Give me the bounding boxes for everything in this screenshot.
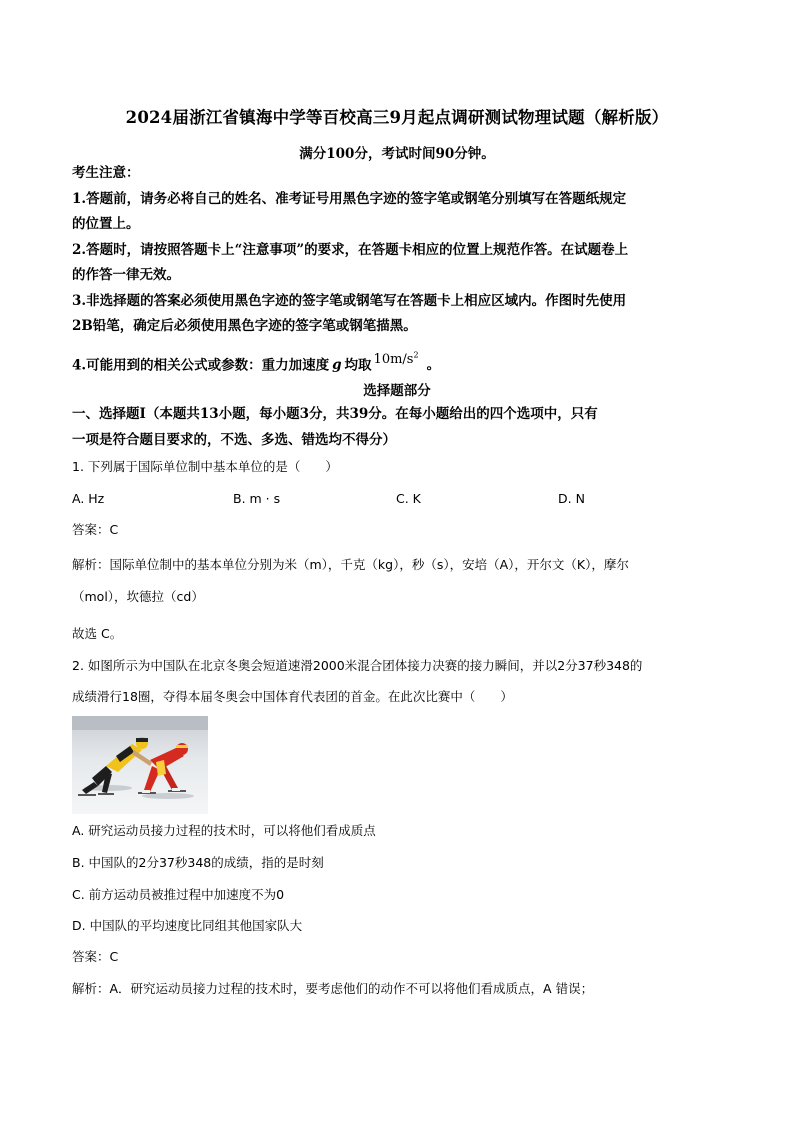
notice-item-4-text: 4.可能用到的相关公式或参数：重力加速度 xyxy=(72,357,330,374)
part-heading xyxy=(72,401,724,453)
q1-stem: 1. 下列属于国际单位制中基本单位的是（ ） xyxy=(72,459,338,474)
notice-block xyxy=(72,161,724,340)
part-heading-line-2: 一项是符合题目要求的，不选、多选、错选均不得分） xyxy=(72,432,396,448)
notice-item-2-line-1: 2.答题时，请按照答题卡上“注意事项”的要求，在答题卡相应的位置上规范作答。在试题卷上 xyxy=(72,241,629,258)
q2-option-d: D. 中国队的平均速度比同组其他国家队大 xyxy=(72,918,303,933)
q2-stem-line-1: 2. 如图所示为中国队在北京冬奥会短道速滑2000米混合团体接力决赛的接力瞬间，并以2分37秒348的 xyxy=(72,658,643,673)
section-heading: 选择题部分 xyxy=(363,383,431,399)
formula-base: 10m/s xyxy=(373,352,414,368)
part-heading-line-1: 一、选择题Ⅰ（本题共13小题，每小题3分，共39分。在每小题给出的四个选项中，只有 xyxy=(72,406,598,422)
q2-option-c: C. 前方运动员被推过程中加速度不为0 xyxy=(72,887,285,902)
page-title: 2024届浙江省镇海中学等百校高三9月起点调研测试物理试题（解析版） xyxy=(125,108,669,127)
notice-item-4-after: 均取 xyxy=(344,357,372,374)
q1-option-c: C. K xyxy=(396,491,421,506)
q2-answer: 答案：C xyxy=(72,949,119,964)
notice-item-4 xyxy=(72,349,724,379)
speed-skating-illustration xyxy=(72,716,208,814)
notice-item-3-line-2: 2B铅笔，确定后必须使用黑色字迹的签字笔或钢笔描黑。 xyxy=(72,318,417,334)
page-subtitle: 满分100分，考试时间90分钟。 xyxy=(299,146,495,162)
gravity-symbol: g xyxy=(332,357,342,374)
q2-analysis: 解析：A．研究运动员接力过程的技术时，要考虑他们的动作不可以将他们看成质点，A 错误； xyxy=(72,981,594,996)
notice-item-2-line-2: 的作答一律无效。 xyxy=(72,267,180,283)
notice-item-1-line-2: 的位置上。 xyxy=(72,216,140,232)
notice-item-4-end: 。 xyxy=(426,357,441,374)
speed-skating-relay-photo xyxy=(72,716,208,814)
q2-option-a: A. 研究运动员接力过程的技术时，可以将他们看成质点 xyxy=(72,823,376,838)
notice-item-3-line-1: 3.非选择题的答案必须使用黑色字迹的签字笔或钢笔写在答题卡上相应区域内。作图时先使用 xyxy=(72,292,627,309)
q1-answer: 答案：C xyxy=(72,522,119,537)
q1-analysis-line-2: （mol），坎德拉（cd） xyxy=(72,589,204,604)
q1-option-d: D. N xyxy=(558,491,585,506)
formula-exponent: 2 xyxy=(413,351,419,360)
gravity-value-formula xyxy=(374,352,419,367)
q1-option-a: A. Hz xyxy=(72,491,105,506)
q1-conclusion: 故选 C。 xyxy=(72,626,123,641)
q2-stem-line-2: 成绩滑行18圈，夺得本届冬奥会中国体育代表团的首金。在此次比赛中（ ） xyxy=(72,689,513,704)
notice-heading: 考生注意： xyxy=(72,165,140,181)
q2-option-b: B. 中国队的2分37秒348的成绩，指的是时刻 xyxy=(72,855,324,870)
notice-item-1-line-1: 1.答题前，请务必将自己的姓名、准考证号用黑色字迹的签字笔或钢笔分别填写在答题纸规定 xyxy=(72,190,627,207)
q1-option-b: B. m · s xyxy=(233,491,281,506)
q1-analysis-line-1: 解析：国际单位制中的基本单位分别为米（m），千克（kg），秒（s），安培（A），开尔文（K），摩尔 xyxy=(72,557,629,572)
